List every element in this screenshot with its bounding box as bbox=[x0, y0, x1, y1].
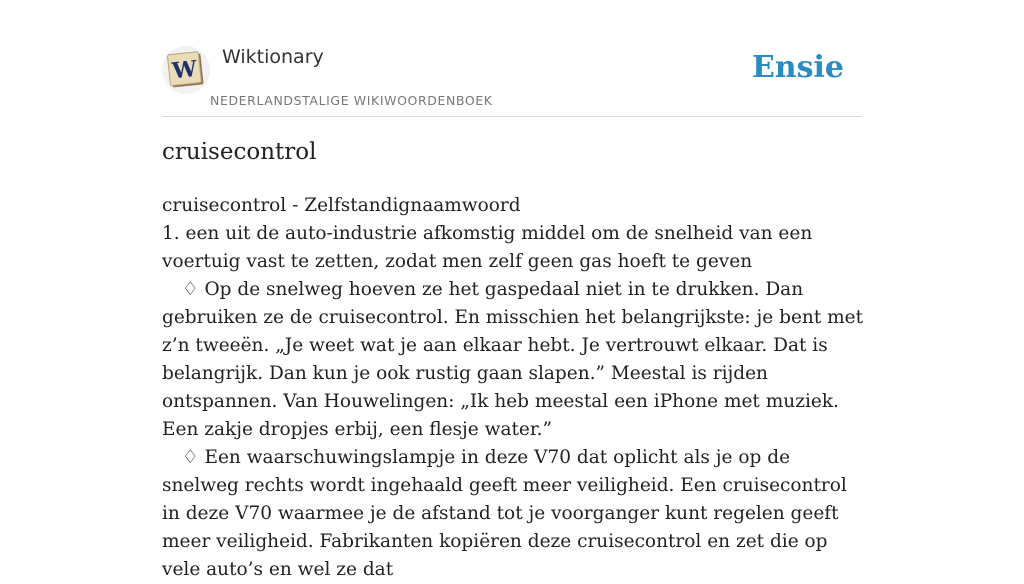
page-title: cruisecontrol bbox=[162, 139, 317, 165]
definition: 1. een uit de auto-industrie afkomstig middel om de snelheid van een voertuig vast te zetten, zodat men zelf geen gas hoeft te geven bbox=[162, 223, 813, 272]
word-type-line: cruisecontrol - Zelfstandignaamwoord bbox=[162, 195, 521, 216]
example-sentence: ♢ Een waarschuwingslampje in deze V70 dat oplicht als je op de snelweg rechts wordt ingehaald geeft meer veiligheid. Een cruisecontrol in deze V70 waarmee je de afstand tot je voorganger kunt regelen geeft meer veiligheid. Fabrikanten kopiëren deze cruisecontrol en zet die op vele auto’s en wel ze dat bbox=[162, 447, 847, 580]
site-header bbox=[162, 0, 862, 117]
ensie-brand-logo[interactable]: Ensie bbox=[751, 50, 844, 85]
site-subtitle: NEDERLANDSTALIGE WIKIWOORDENBOEK bbox=[210, 93, 493, 108]
logo-letter: W bbox=[170, 55, 199, 85]
site-name[interactable]: Wiktionary bbox=[222, 46, 324, 68]
wiktionary-logo-icon[interactable] bbox=[162, 46, 210, 94]
entry-content bbox=[162, 192, 868, 584]
example-sentence: ♢ Op de snelweg hoeven ze het gaspedaal niet in te drukken. Dan gebruiken ze de cruisecontrol. En misschien het belangrijkste: je bent met z’n tweeën. „Je weet wat je aan elkaar hebt. Je vertrouwt elkaar. Dat is belangrijk. Dan kun je ook rustig gaan slapen.” Meestal is rijden ontspannen. Van Houwelingen: „Ik heb meestal een iPhone met muziek. Een zakje dropjes erbij, een flesje water.” bbox=[162, 279, 864, 440]
